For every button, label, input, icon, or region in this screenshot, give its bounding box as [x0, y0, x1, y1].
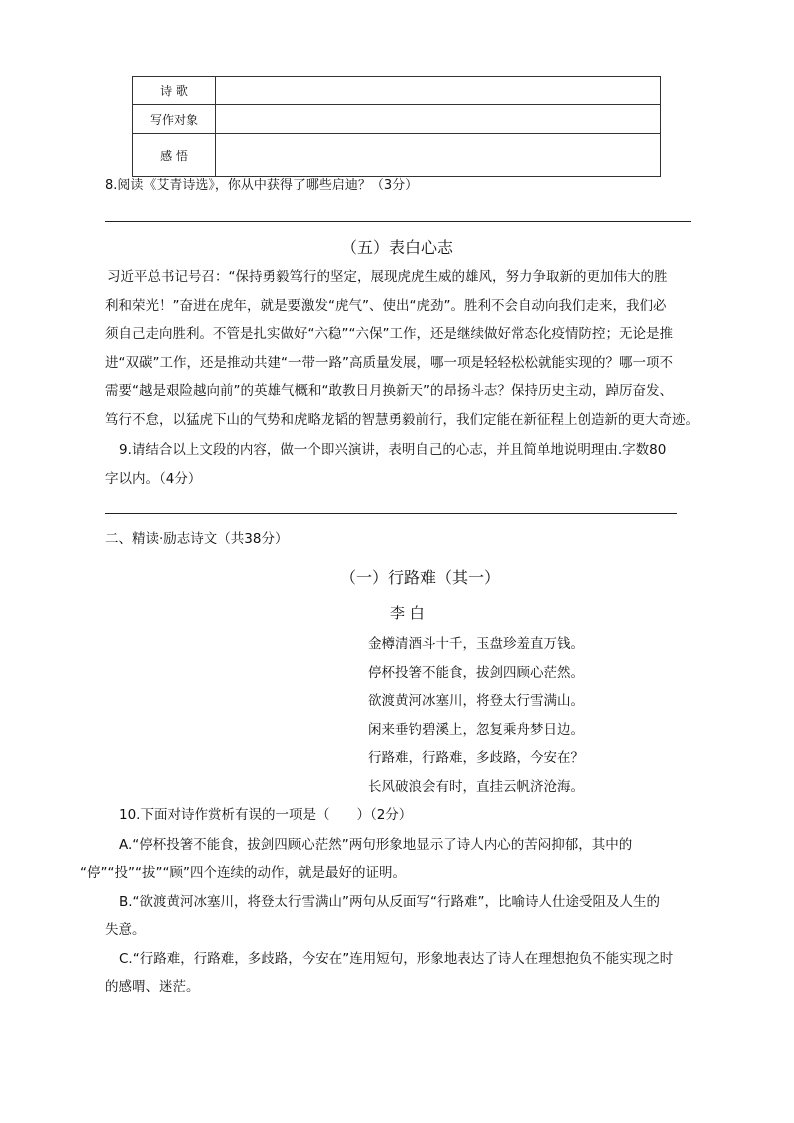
passage-line: 须自己走向胜利。不管是扎实做好“六稳”“六保”工作，还是继续做好常态化疫情防控；无论是推 — [105, 326, 673, 342]
table-value-poem — [216, 77, 661, 105]
question-9-line-1: 9.请结合以上文段的内容，做一个即兴演讲，表明自己的心志，并且简单地说明理由.字数80 — [119, 442, 667, 458]
question-8: 8.阅读《艾青诗选》，你从中获得了哪些启迪？（3分） — [105, 178, 419, 193]
question-10-stem: 10.下面对诗作赏析有误的一项是（ ）（2分） — [119, 807, 413, 823]
answer-line-q8 — [105, 221, 691, 222]
passage-line: 进“双碳”工作，还是推动共建“一带一路”高质量发展，哪一项是轻轻松松就能实现的？哪一项不 — [105, 354, 673, 371]
table-label-poem: 诗 歌 — [133, 77, 216, 105]
option-b-line-1: B.“欲渡黄河冰塞川，将登太行雪满山”两句从反面写“行路难”，比喻诗人仕途受阻及人生的 — [119, 894, 661, 910]
table-value-subject — [216, 105, 661, 134]
question-9-line-2: 字以内。（4分） — [105, 471, 202, 487]
option-a-line-2: “停”“投”“拔”“顾”四个连续的动作，就是最好的证明。 — [80, 865, 406, 881]
passage-line: 需要“越是艰险越向前”的英雄气概和“敢教日月换新天”的昂扬斗志？保持历史主动，踔厉奋发、 — [105, 383, 673, 399]
poem-line: 行路难，行路难，多歧路，今安在？ — [368, 750, 584, 766]
option-c-line-1: C.“行路难，行路难，多歧路，今安在”连用短句，形象地表达了诗人在理想抱负不能实现之时 — [119, 951, 674, 967]
poetry-record-table — [132, 76, 661, 177]
poem-line: 停杯投箸不能食，拔剑四顾心茫然。 — [368, 664, 584, 681]
passage-line: 利和荣光！”奋进在虎年，就是要激发“虎气”、使出“虎劲”。胜利不会自动向我们走来，我们必 — [105, 297, 667, 314]
passage-line: 笃行不怠，以猛虎下山的气势和虎略龙韬的智慧勇毅前行，我们定能在新征程上创造新的更大奇迹。 — [105, 411, 699, 428]
part-2-heading: 二、精读·励志诗文（共38分） — [105, 531, 289, 547]
answer-line-q9 — [105, 513, 677, 514]
poem-line: 金樽清酒斗十千，玉盘珍羞直万钱。 — [368, 636, 584, 652]
option-b-line-2: 失意。 — [105, 922, 146, 938]
poem-line: 欲渡黄河冰塞川，将登太行雪满山。 — [368, 693, 584, 709]
section-5-title: （五）表白心志 — [340, 238, 453, 257]
passage-line: 习近平总书记号召：“保持勇毅笃行的坚定，展现虎虎生威的雄风，努力争取新的更加伟大的胜 — [107, 269, 668, 285]
option-c-line-2: 的感喟、迷茫。 — [105, 979, 200, 995]
poem-line: 闲来垂钓碧溪上，忽复乘舟梦日边。 — [368, 721, 584, 738]
table-row — [133, 105, 661, 134]
poem-line: 长风破浪会有时，直挂云帆济沧海。 — [368, 778, 584, 795]
poem-body — [368, 630, 584, 801]
table-row — [133, 134, 661, 177]
table-row — [133, 77, 661, 105]
table-value-insight — [216, 134, 661, 177]
option-a-line-1: A.“停杯投箸不能食，拔剑四顾心茫然”两句形象地显示了诗人内心的苦闷抑郁，其中的 — [119, 837, 633, 853]
table-label-insight: 感 悟 — [133, 134, 216, 177]
poem-title: （一）行路难（其一） — [340, 568, 501, 587]
poem-author: 李 白 — [390, 604, 425, 622]
section-5-passage — [105, 263, 699, 434]
table-label-subject: 写作对象 — [133, 105, 216, 134]
